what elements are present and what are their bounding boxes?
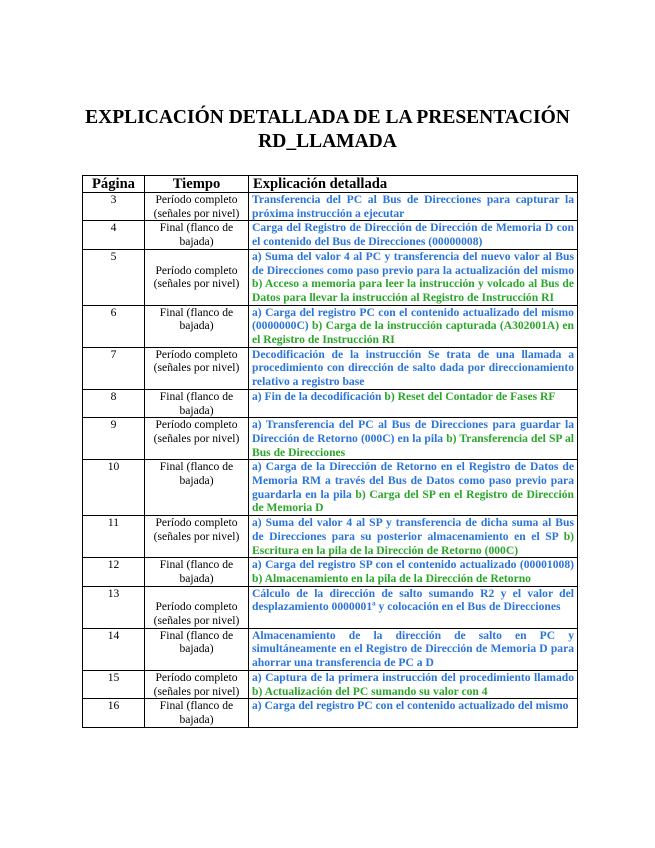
cell-tiempo <box>145 628 249 670</box>
tiempo-text: Período completo (señales por nivel) <box>153 193 240 220</box>
explanation-line: b) Transferencia del SP al Bus de Direcciones <box>252 431 574 459</box>
explanation-line: con el contenido del Bus de Direcciones (00000008) <box>252 221 574 249</box>
explanation-line: guardarla en la pila <box>252 487 352 501</box>
cell-pagina: 11 <box>83 516 145 558</box>
table-row <box>83 699 578 727</box>
explanation-line: a) Carga del registro PC con el contenido actualizado del <box>252 699 533 713</box>
explanation-line: llamado <box>534 670 574 684</box>
explanation-line: a) Carga del registro SP con el contenido actualizado <box>252 558 517 572</box>
explanation-line: a) Carga del registro PC con el contenido actualizado del <box>252 305 538 319</box>
tiempo-text: Final (flanco de bajada) <box>159 460 234 488</box>
tiempo-text: Final (flanco de bajada) <box>159 305 234 333</box>
explanation-line: simultáneamente en el Registro de Dirección de Memoria D <box>252 642 548 656</box>
cell-explicacion <box>249 347 578 389</box>
table-row <box>83 558 578 586</box>
explanation-line: a) Captura de la primera instrucción del procedimiento <box>252 670 531 684</box>
cell-explicacion <box>249 699 578 727</box>
explanation-line: Dirección de Retorno (000C) en la pila <box>252 431 444 445</box>
cell-explicacion <box>249 460 578 516</box>
cell-pagina: 15 <box>83 670 145 698</box>
explanation-line: Cálculo de la dirección de salto sumando R2 y el valor del <box>252 586 574 600</box>
cell-tiempo <box>145 460 249 516</box>
explanation-line: Decodificación de la instrucción <box>252 347 422 361</box>
tiempo-text: Período completo (señales por nivel) <box>153 670 240 698</box>
cell-tiempo <box>145 389 249 417</box>
explanation-line: desplazamiento 0000001ª y colocación en el Bus de Direcciones <box>252 600 561 614</box>
cell-pagina: 4 <box>83 221 145 249</box>
title-line-2: RD_LLAMADA <box>258 131 397 152</box>
header-explicacion: Explicación detallada <box>249 176 578 193</box>
table-row <box>83 670 578 698</box>
document-title <box>60 106 595 154</box>
cell-explicacion <box>249 670 578 698</box>
explanation-line: próxima instrucción a ejecutar <box>252 206 405 220</box>
table-header-row <box>83 176 578 193</box>
explanation-line: Carga del Registro de Dirección de Dirección de Memoria D <box>252 221 554 235</box>
explanation-line: a) Suma del valor 4 al PC y transferencia del nuevo valor al Bus <box>252 249 574 263</box>
cell-tiempo <box>145 193 249 221</box>
explanation-line: a) Carga de la Dirección de Retorno en el Registro de Datos de <box>252 460 574 474</box>
table-row <box>83 460 578 516</box>
cell-pagina: 13 <box>83 586 145 628</box>
cell-explicacion <box>249 389 578 417</box>
table-row <box>83 249 578 305</box>
table-row <box>83 516 578 558</box>
cell-pagina: 5 <box>83 249 145 305</box>
explanation-line: b) Reset del Contador de Fases RF <box>384 389 556 403</box>
explanation-line: a) Fin de la decodificación <box>252 389 382 403</box>
cell-explicacion <box>249 221 578 249</box>
explanation-line: RI <box>541 290 554 304</box>
explanation-line: a) Transferencia del PC al Bus de Direcciones para guardar la <box>252 418 574 432</box>
table-row <box>83 221 578 249</box>
table-row <box>83 389 578 417</box>
cell-tiempo <box>145 586 249 628</box>
tiempo-text: Final (flanco de bajada) <box>159 389 234 417</box>
cell-explicacion <box>249 193 578 221</box>
cell-tiempo <box>145 418 249 460</box>
table-row <box>83 628 578 670</box>
cell-explicacion <box>249 586 578 628</box>
explanation-line: Transferencia del PC al Bus de Direcciones para capturar la <box>252 193 574 206</box>
cell-tiempo <box>145 249 249 305</box>
explanation-line: mismo <box>535 699 569 713</box>
cell-tiempo <box>145 221 249 249</box>
cell-pagina: 7 <box>83 347 145 389</box>
explanation-line: mismo <box>541 263 574 277</box>
table-row <box>83 305 578 347</box>
explanation-line: a) Suma del valor 4 al SP y transferencia de dicha suma al Bus <box>252 516 574 530</box>
table-row <box>83 418 578 460</box>
cell-pagina: 16 <box>83 699 145 727</box>
cell-tiempo <box>145 347 249 389</box>
cell-tiempo <box>145 558 249 586</box>
cell-pagina: 14 <box>83 628 145 670</box>
explanation-line: b) Actualización del PC sumando su valor con 4 <box>252 684 488 698</box>
tiempo-text: Final (flanco de bajada) <box>159 628 234 656</box>
cell-pagina: 12 <box>83 558 145 586</box>
table-row <box>83 193 578 221</box>
cell-explicacion <box>249 418 578 460</box>
tiempo-text: Final (flanco de bajada) <box>159 558 234 585</box>
table-row <box>83 347 578 389</box>
tiempo-text: Período completo (señales por nivel) <box>153 347 240 375</box>
cell-tiempo <box>145 670 249 698</box>
cell-explicacion <box>249 628 578 670</box>
explanation-line: b) Almacenamiento en la pila de la Dirección de Retorno <box>252 571 531 585</box>
explanation-line: dada por direccionamiento relativo a registro base <box>252 361 575 389</box>
explanation-line: b) Carga del SP en el Registro de Dirección de Memoria D <box>252 487 574 515</box>
cell-explicacion <box>249 249 578 305</box>
explanation-line: (00001008) <box>519 558 574 572</box>
cell-explicacion <box>249 516 578 558</box>
cell-tiempo <box>145 516 249 558</box>
cell-tiempo <box>145 305 249 347</box>
tiempo-text: Final (flanco de bajada) <box>159 221 234 249</box>
cell-pagina: 3 <box>83 193 145 221</box>
cell-pagina: 10 <box>83 460 145 516</box>
cell-pagina: 9 <box>83 418 145 460</box>
explanation-line: Se trata de una llamada a procedimiento con dirección de salto <box>252 347 574 375</box>
header-tiempo: Tiempo <box>145 176 249 193</box>
explanation-line: mismo (0000000C) <box>252 305 574 333</box>
explanation-line: de Direcciones como paso previo para la actualización del <box>252 263 539 277</box>
explanation-line: de Datos para llevar la instrucción al Registro de Instrucción <box>252 277 575 304</box>
explanation-line: b) Escritura en la pila de la Dirección de Retorno (000C) <box>252 529 574 557</box>
explanation-line: Memoria RM a través del Bus de Datos como paso previo para <box>252 474 574 488</box>
explanation-line: b) Acceso a memoria para leer la instrucción y volcado al Bus <box>252 277 560 291</box>
tiempo-text: Final (flanco de bajada) <box>159 699 234 726</box>
table-row <box>83 586 578 628</box>
cell-tiempo <box>145 699 249 727</box>
cell-explicacion <box>249 558 578 586</box>
tiempo-text: Período completo (señales por nivel) <box>153 516 240 543</box>
title-line-1: EXPLICACIÓN DETALLADA DE LA PRESENTACIÓN <box>85 107 570 128</box>
header-pagina: Página <box>83 176 145 193</box>
explanation-line: Almacenamiento de la dirección de salto en PC y <box>252 628 574 642</box>
explanation-table <box>82 175 578 728</box>
explanation-line: de Instrucción RI <box>307 333 395 347</box>
explanation-line: de Direcciones para su posterior almacenamiento en el SP <box>252 529 559 543</box>
tiempo-text: Período completo (señales por nivel) <box>153 418 240 445</box>
explanation-line: para ahorrar una transferencia de PC a D <box>252 642 575 670</box>
tiempo-text: Período completo (señales por nivel) <box>153 263 240 291</box>
cell-pagina: 8 <box>83 389 145 417</box>
cell-pagina: 6 <box>83 305 145 347</box>
cell-explicacion <box>249 305 578 347</box>
tiempo-text: Período completo (señales por nivel) <box>153 600 240 628</box>
explanation-line: b) Carga de la instrucción capturada (A302001A) en el Registro <box>252 319 574 347</box>
